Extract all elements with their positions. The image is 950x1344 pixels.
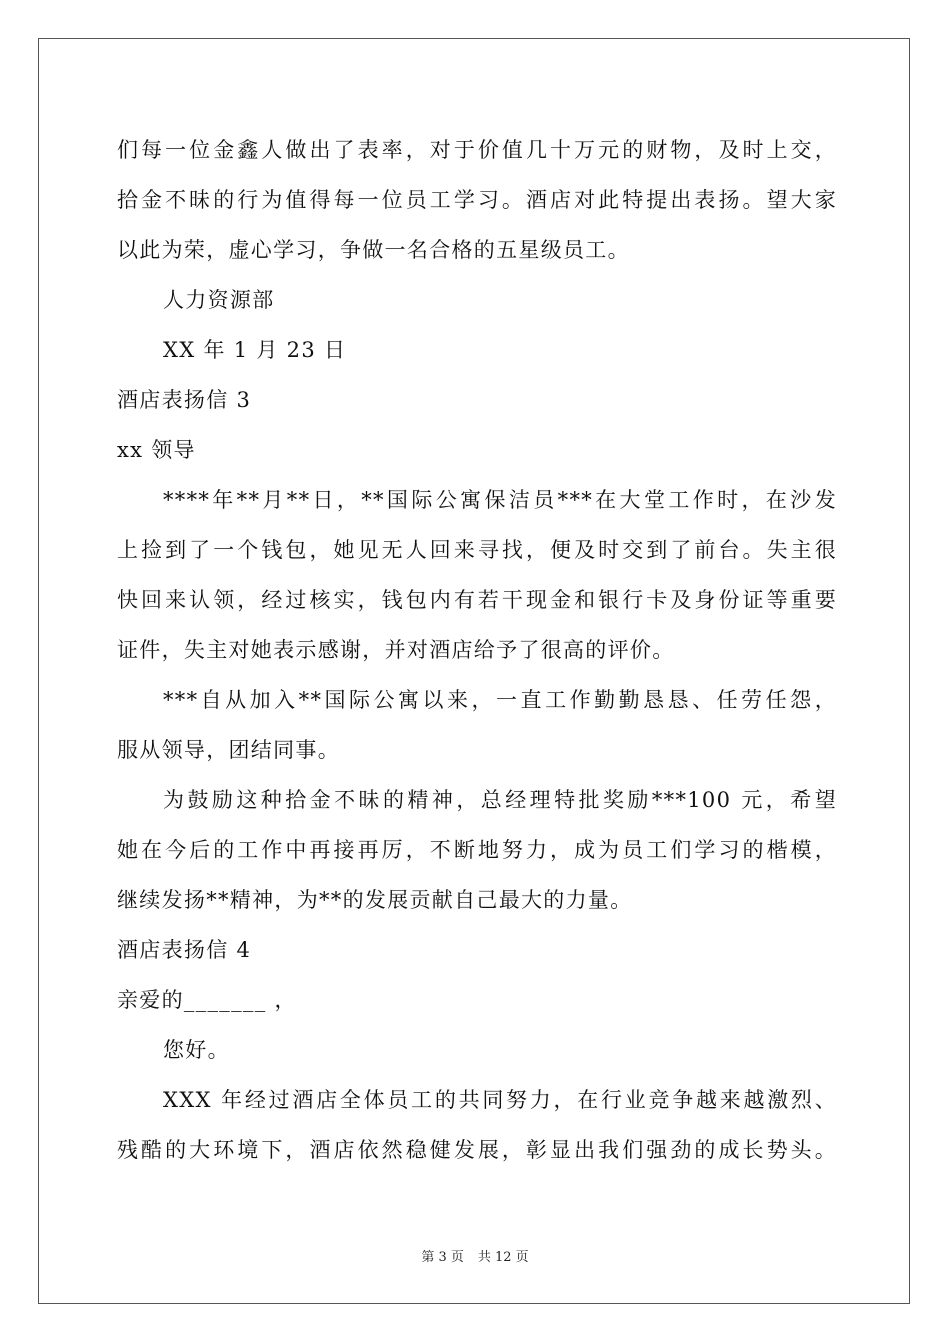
salutation: 亲爱的_______ ， (117, 988, 297, 1012)
paragraph-line: 继续发扬**精神，为**的发展贡献自己最大的力量。 (117, 888, 633, 912)
greeting: 您好。 (163, 1038, 230, 1062)
paragraph-line: XXX 年经过酒店全体员工的共同努力，在行业竞争越来越激烈、 (163, 1088, 837, 1112)
page-footer (0, 1246, 950, 1265)
paragraph-line: 证件，失主对她表示感谢，并对酒店给予了很高的评价。 (117, 638, 675, 662)
paragraph-line: 以此为荣，虚心学习，争做一名合格的五星级员工。 (117, 238, 630, 262)
section-heading: 酒店表扬信 3 (117, 388, 252, 412)
section-heading: 酒店表扬信 4 (117, 938, 252, 962)
paragraph-line: 为鼓励这种拾金不昧的精神，总经理特批奖励***100 元，希望 (163, 788, 837, 812)
paragraph-line: 她在今后的工作中再接再厉，不断地努力，成为员工们学习的楷模， (117, 838, 837, 862)
page-number: 第 3 页 (421, 1250, 464, 1265)
paragraph-line: ****年**月**日，**国际公寓保洁员***在大堂工作时，在沙发 (163, 488, 837, 512)
salutation: xx 领导 (117, 438, 196, 462)
paragraph-line: ***自从加入**国际公寓以来，一直工作勤勤恳恳、任劳任怨， (163, 688, 837, 712)
paragraph-line: 上捡到了一个钱包，她见无人回来寻找，便及时交到了前台。失主很 (117, 538, 837, 562)
document-body (117, 125, 837, 1175)
paragraph-line: 服从领导，团结同事。 (117, 738, 340, 762)
paragraph-line: 拾金不昧的行为值得每一位员工学习。酒店对此特提出表扬。望大家 (117, 188, 837, 212)
paragraph-line: 们每一位金鑫人做出了表率，对于价值几十万元的财物，及时上交， (117, 138, 837, 162)
signature-date: XX 年 1 月 23 日 (163, 338, 347, 362)
page-total: 共 12 页 (477, 1250, 529, 1265)
paragraph-line: 残酷的大环境下，酒店依然稳健发展，彰显出我们强劲的成长势头。 (117, 1138, 837, 1162)
signature-department: 人力资源部 (163, 288, 275, 312)
paragraph-line: 快回来认领，经过核实，钱包内有若干现金和银行卡及身份证等重要 (117, 588, 837, 612)
